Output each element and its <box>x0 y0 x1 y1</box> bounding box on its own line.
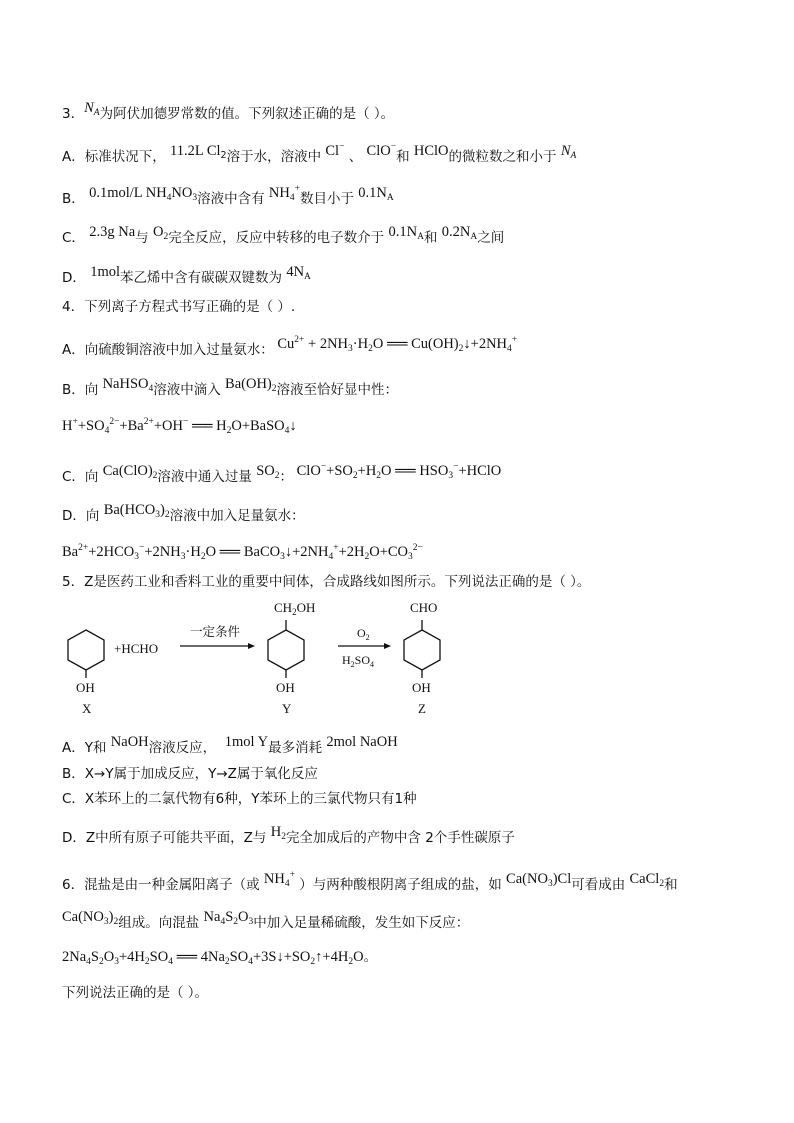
compound-z <box>404 600 440 716</box>
compound-x <box>68 630 104 716</box>
q4-stem: 4．下列离子方程式书写正确的是（ ）. <box>62 299 296 315</box>
q6-stem-line2: $Ca(NO_3)_2$组成。向混盐 $Na_4S_2O_3$中加入足量稀硫酸，发生如下反应： <box>62 909 470 931</box>
q6-question: 下列说法正确的是（ ）。 <box>62 985 209 1001</box>
q6-stem-line1: 6．混盐是由一种金属阳离子（或 $NH_4^+$ ）与两种酸根阴离子组成的盐，如 $Ca(NO_3)Cl$可看成由 CaCl$_2$和 <box>62 870 678 893</box>
q3-option-d: D． 1mol苯乙烯中含有碳碳双键数为 $4N_A$ <box>62 264 311 286</box>
z-label: Z <box>418 701 426 716</box>
q3-stem: 3．$N_A$为阿伏加德罗常数的值。下列叙述正确的是（ ）。 <box>62 100 395 122</box>
q5-option-c: C．X苯环上的二氯代物有6种，Y苯环上的三氯代物只有1种 <box>62 791 417 807</box>
q5-option-d: D．Z中所有原子可能共平面，Z与 $H_2$完全加成后的产物中含 2个手性碳原子 <box>62 824 515 846</box>
q5-stem: 5．Z是医药工业和香料工业的重要中间体，合成路线如图所示。下列说法正确的是（ ）。 <box>62 574 591 590</box>
q4-option-b-equation: $H^++SO_4^{2-}+Ba^{2+}+OH^-$ ══ $H_2O+BaSO_4↓$ <box>62 417 297 436</box>
y-ch2oh-label: $CH_2OH$ <box>274 600 316 617</box>
q6-equation: $2Na_4S_2O_3+4H_2SO_4$ ══ $4Na_2SO_4+3S↓+SO_2↑+4H_2O$。 <box>62 949 378 967</box>
z-oh-label: OH <box>412 680 431 695</box>
q4-option-b: B．向 NaHSO$_4$溶液中滴入 $Ba(OH)_2$溶液至恰好显中性： <box>62 376 398 398</box>
q4-option-a: A．向硫酸铜溶液中加入过量氨水： $Cu^{2+} + 2NH_3\cdot H_2O$ ══ $Cu(OH)_2↓+2NH_4^+$ <box>62 335 518 358</box>
condition-1: 一定条件 <box>190 624 241 639</box>
synthesis-route-diagram <box>62 588 462 718</box>
q4-option-d-equation: $Ba^{2+}+2HCO_3^-+2NH_3\cdot H_2O$ ══ $BaCO_3↓+2NH_4^++2H_2O+CO_3^{2-}$ <box>62 543 423 562</box>
q3-option-a: A．标准状况下， 11.2L $Cl_2$溶于水，溶液中 Cl− 、 ClO−和 HClO的微粒数之和小于 $N_A$ <box>62 142 577 165</box>
compound-y <box>268 600 315 716</box>
z-cho-label: CHO <box>410 600 438 615</box>
y-label: Y <box>282 701 292 716</box>
q5-option-b: B．X→Y属于加成反应，Y→Z属于氧化反应 <box>62 766 318 782</box>
q3-option-c: C． 2.3g Na与 $O_2$完全反应，反应中转移的电子数介于 $0.1N_A$和 $0.2N_A$之间 <box>62 224 505 246</box>
condition-o2: $O_2$ <box>357 626 370 642</box>
reagent-hcho: +HCHO <box>114 641 159 656</box>
q3-option-b: B． 0.1mol/L $NH_4NO_3$溶液中含有 $NH_4^+$数目小于 $0.1N_A$ <box>62 184 394 207</box>
q4-option-d: D．向 $Ba(HCO_3)_2$溶液中加入足量氨水： <box>62 502 305 524</box>
reaction-arrow-2 <box>338 626 391 669</box>
q5-option-a: A．Y和 NaOH溶液反应， 1mol Y最多消耗 2mol NaOH <box>62 734 398 756</box>
x-oh-label: OH <box>76 680 95 695</box>
condition-h2so4: $H_2SO_4$ <box>342 653 375 669</box>
x-label: X <box>82 701 92 716</box>
y-oh-label: OH <box>276 680 295 695</box>
reaction-arrow-1 <box>180 624 255 649</box>
q4-option-c: C．向 $Ca(ClO)_2$溶液中通入过量 $SO_2$： $ClO^-+SO_2+H_2O$ ══ $HSO_3^-+HClO$ <box>62 462 502 485</box>
